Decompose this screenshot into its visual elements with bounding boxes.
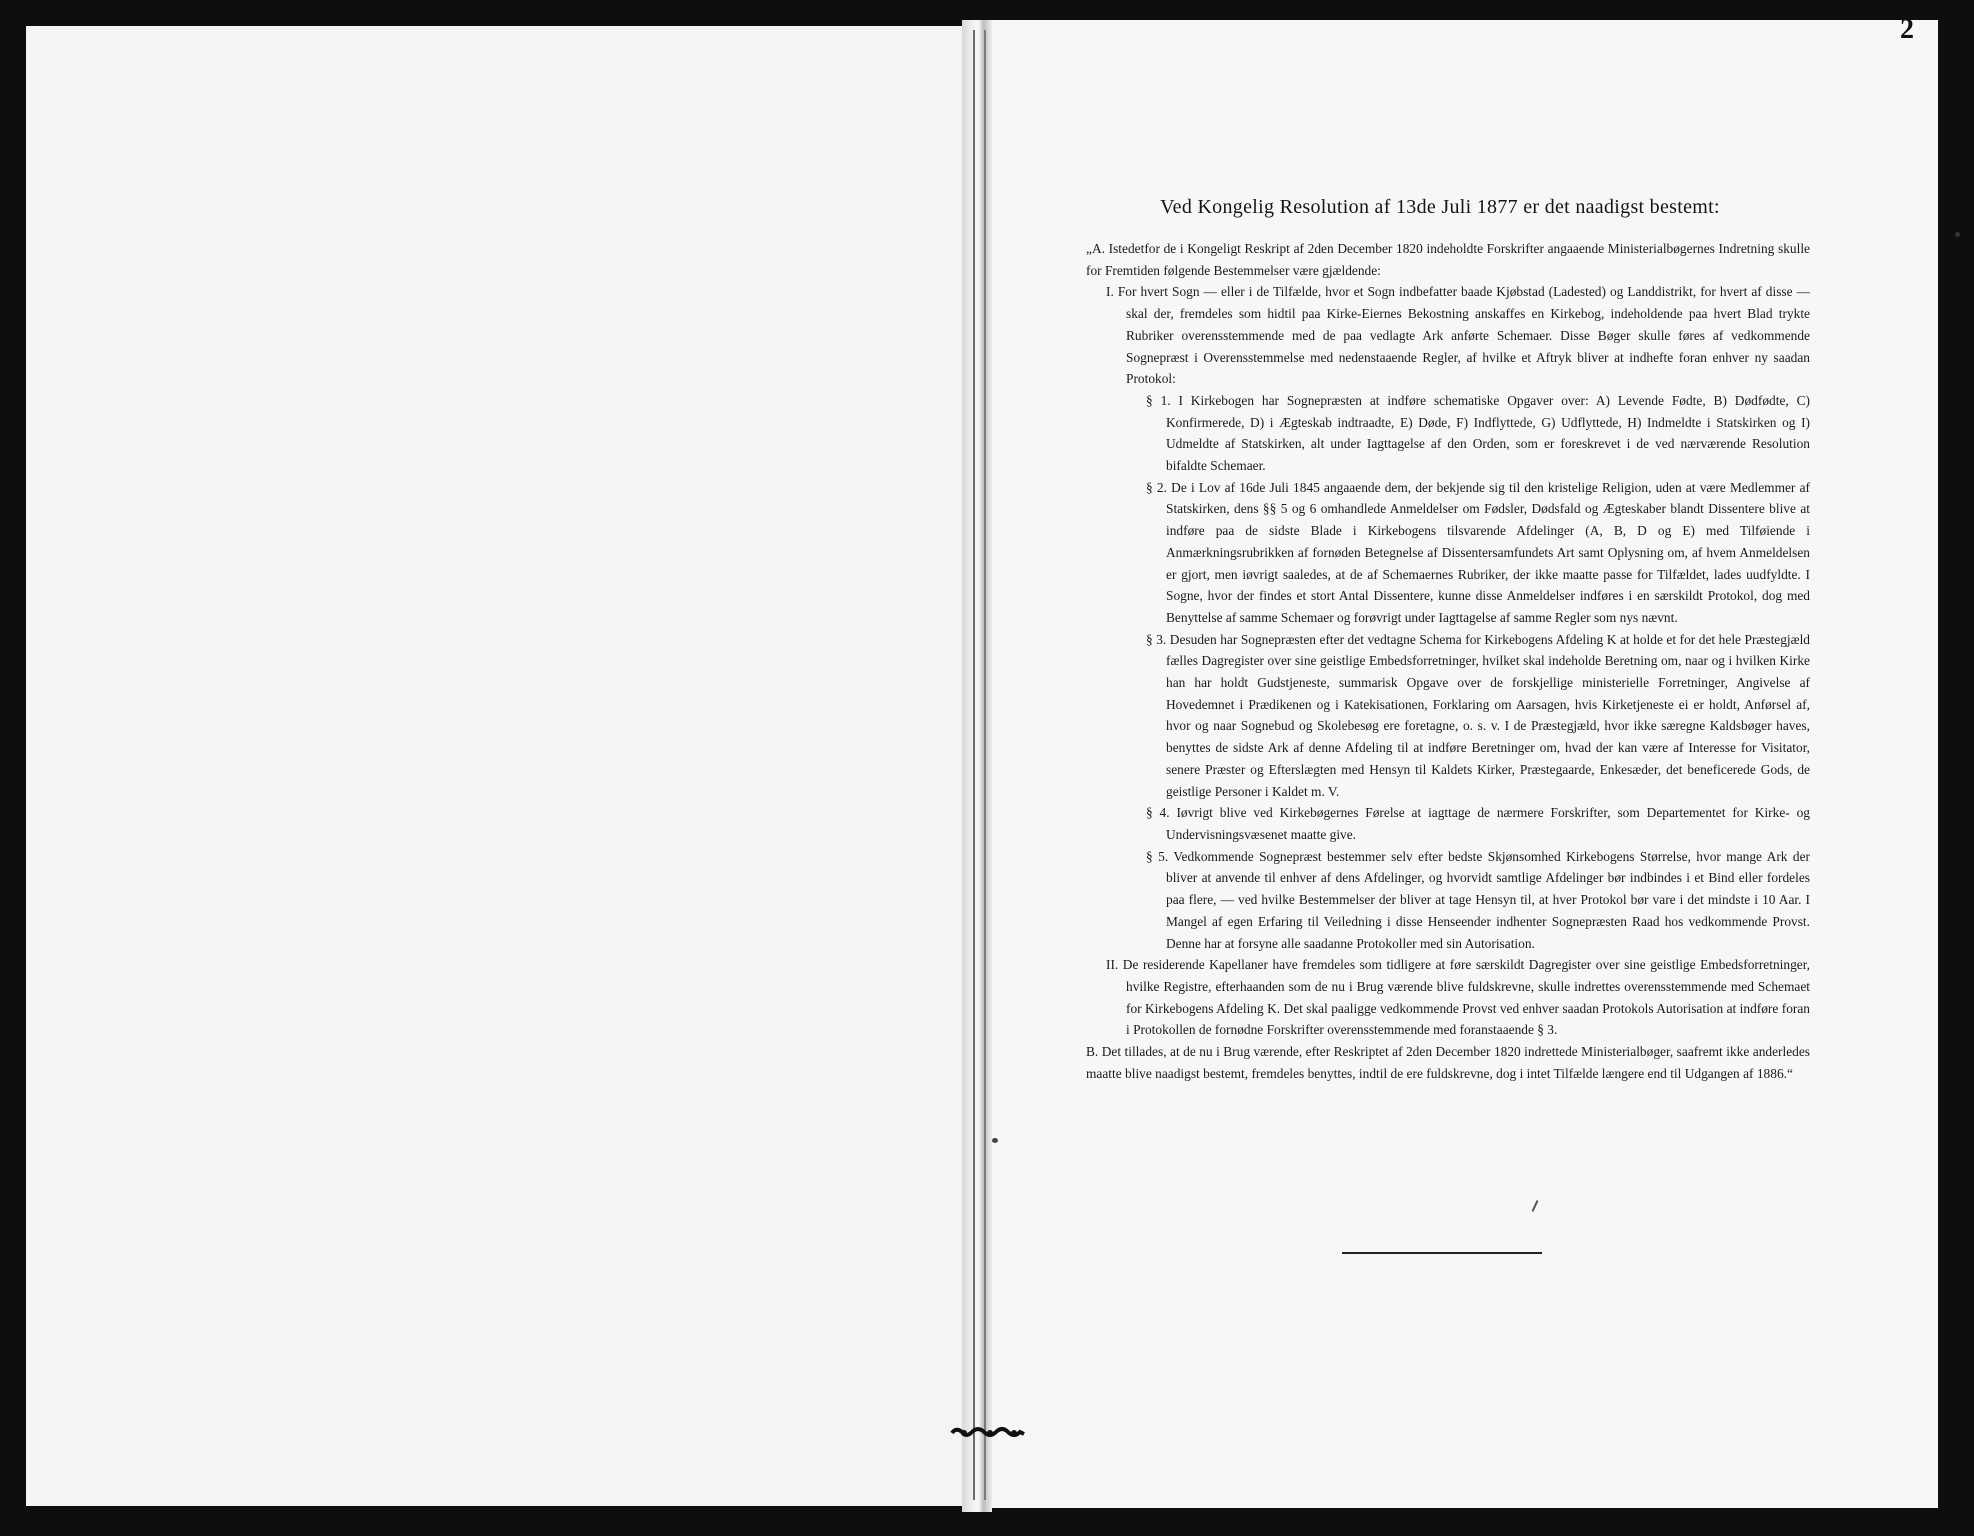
paragraph-5: § 5. Vedkommende Sognepræst bestemmer selv efter bedste Skjønsomhed Kirkebogens Størrelse, hvor mange Ark der bliver at anvende til enhver af dens Afdelinger, og hvorvidt samtlige Afdelinger bør indbindes i et Bind eller fordeles paa flere, — ved hvilke Bestemmelser der bliver at tage Hensyn til, at hver Protokol bør vare i det mindste i 10 Aar. I Mangel af egen Erfaring til Veiledning i disse Henseender indhenter Sognepræsten Raad hos vedkommende Provst. Denne har at forsyne alle saadanne Protokoller med sin Autorisation. xyxy=(1146,848,1810,951)
document-heading: Ved Kongelig Resolution af 13de Juli 1877 er det naadigst bestemt: xyxy=(1160,196,1720,218)
ink-dot xyxy=(1955,232,1960,237)
subsection-i: I. For hvert Sogn — eller i de Tilfælde, hvor et Sogn indbefatter baade Kjøbstad (Ladested) og Landdistrikt, for hvert af disse — skal der, fremdeles som hidtil paa Kirke-Eiernes Bekostning anskaffes en Kirkebog, indeholdende paa hvert Blad trykte Rubriker overensstemmende med de paa vedlagte Ark anførte Schemaer. Disse Bøger skulle føres af vedkommende Sognepræst i Overensstemmelse med nedenstaaende Regler, af hvilke et Aftryk bliver at indhefte foran enhver ny saadan Protokol: xyxy=(1106,284,1810,387)
end-rule xyxy=(1342,1252,1542,1254)
resolution-text xyxy=(1086,238,1810,1084)
page-number: 2 xyxy=(1900,14,1914,45)
ink-dot xyxy=(992,1138,998,1143)
paragraph-4: § 4. Iøvrigt blive ved Kirkebøgernes Førelse at iagttage de nærmere Forskrifter, som Departementet for Kirke- og Undervisningsvæsenet maatte give. xyxy=(1146,805,1810,842)
section-b: B. Det tillades, at de nu i Brug værende, efter Reskriptet af 2den December 1820 indrettede Ministerialbøger, saafremt ikke anderledes maatte blive naadigst bestemt, fremdeles benyttes, indtil de ere fuldskrevne, dog i intet Tilfælde længere end til Udgangen af 1886.“ xyxy=(1086,1044,1810,1081)
gutter-line xyxy=(984,30,986,1500)
gutter-line xyxy=(973,30,975,1500)
left-page xyxy=(26,26,964,1506)
paragraph-1: § 1. I Kirkebogen har Sognepræsten at indføre schematiske Opgaver over: A) Levende Fødte, B) Dødfødte, C) Konfirmerede, D) i Ægteskab indtraadte, E) Døde, F) Indflyttede, G) Udflyttede, H) Indmeldte i Statskirken og I) Udmeldte af Statskirken, alt under Iagttagelse af den Orden, som er foreskrevet i de ved nærværende Resolution bifaldte Schemaer. xyxy=(1146,392,1810,474)
book-gutter xyxy=(962,20,992,1512)
paragraph-3: § 3. Desuden har Sognepræsten efter det vedtagne Schema for Kirkebogens Afdeling K at holde et for det hele Præstegjæld fælles Dagregister over sine geistlige Embedsforretninger, hvilket skal indeholde Beretning om, naar og i hvilken Kirke han har holdt Gudstjeneste, summarisk Opgave over de forskjellige ministerielle Forretninger, Angivelse af Hovedemnet i Prædikenen og i Katekisationen, Forklaring om Aarsagen, hvis Kirketjeneste ei er holdt, Anførsel af, hvor og naar Sognebud og Skolebesøg ere foretagne, o. s. v. I de Præstegjæld, hvor ikke særegne Kaldsbøger haves, benyttes de sidste Ark af denne Afdeling til at indføre Beretninger om, hvad der kan være af Interesse for Visitator, senere Præster og Efterslægten med Hensyn til Kaldets Kirker, Præstegaarde, Enkesæder, det beneficerede Gods, de geistlige Personer i Kaldet m. V. xyxy=(1146,631,1810,799)
paragraph-2: § 2. De i Lov af 16de Juli 1845 angaaende dem, der bekjende sig til den kristelige Religion, uden at være Medlemmer af Statskirken, dens §§ 5 og 6 omhandlede Anmeldelser om Fødsler, Dødsfald og Ægteskaber blandt Dissentere blive at indføre paa de sidste Blade i Kirkebogens tilsvarende Afdelinger (A, B, D og E) med Tilføiende i Anmærkningsrubrikken af fornøden Betegnelse af Dissentersamfundets Art samt Oplysning om, af hvem Anmeldelsen er gjort, men iøvrigt saaledes, at de af Schemaernes Rubriker, der ikke maatte passe for Tilfældet, lades uudfyldte. I Sogne, hvor der findes et stort Antal Dissentere, kunne disse Anmeldelser indføres i en særskildt Protokol, dog med Benyttelse af samme Schemaer og forøvrigt under Iagttagelse af samme Regler som nys nævnt. xyxy=(1146,479,1810,625)
subsection-ii: II. De residerende Kapellaner have fremdeles som tidligere at føre særskildt Dagregister over sine geistlige Embedsforretninger, hvilke Registre, efterhaanden som de nu i Brug værende blive fuldskrevne, skulle indrettes overensstemmende med Schemaet for Kirkebogens Afdeling K. Det skal paaligge vedkommende Provst ved enhver saadan Protokols Autorisation at indføre foran i Protokollen de fornødne Forskrifter overensstemmende med foranstaaende § 3. xyxy=(1106,957,1810,1038)
section-a: „A. Istedetfor de i Kongeligt Reskript af 2den December 1820 indeholdte Forskrifter angaaende Ministerialbøgernes Indretning skulle for Fremtiden følgende Bestemmelser være gjældende: xyxy=(1086,241,1810,278)
binding-stamp-icon xyxy=(950,1424,1026,1442)
